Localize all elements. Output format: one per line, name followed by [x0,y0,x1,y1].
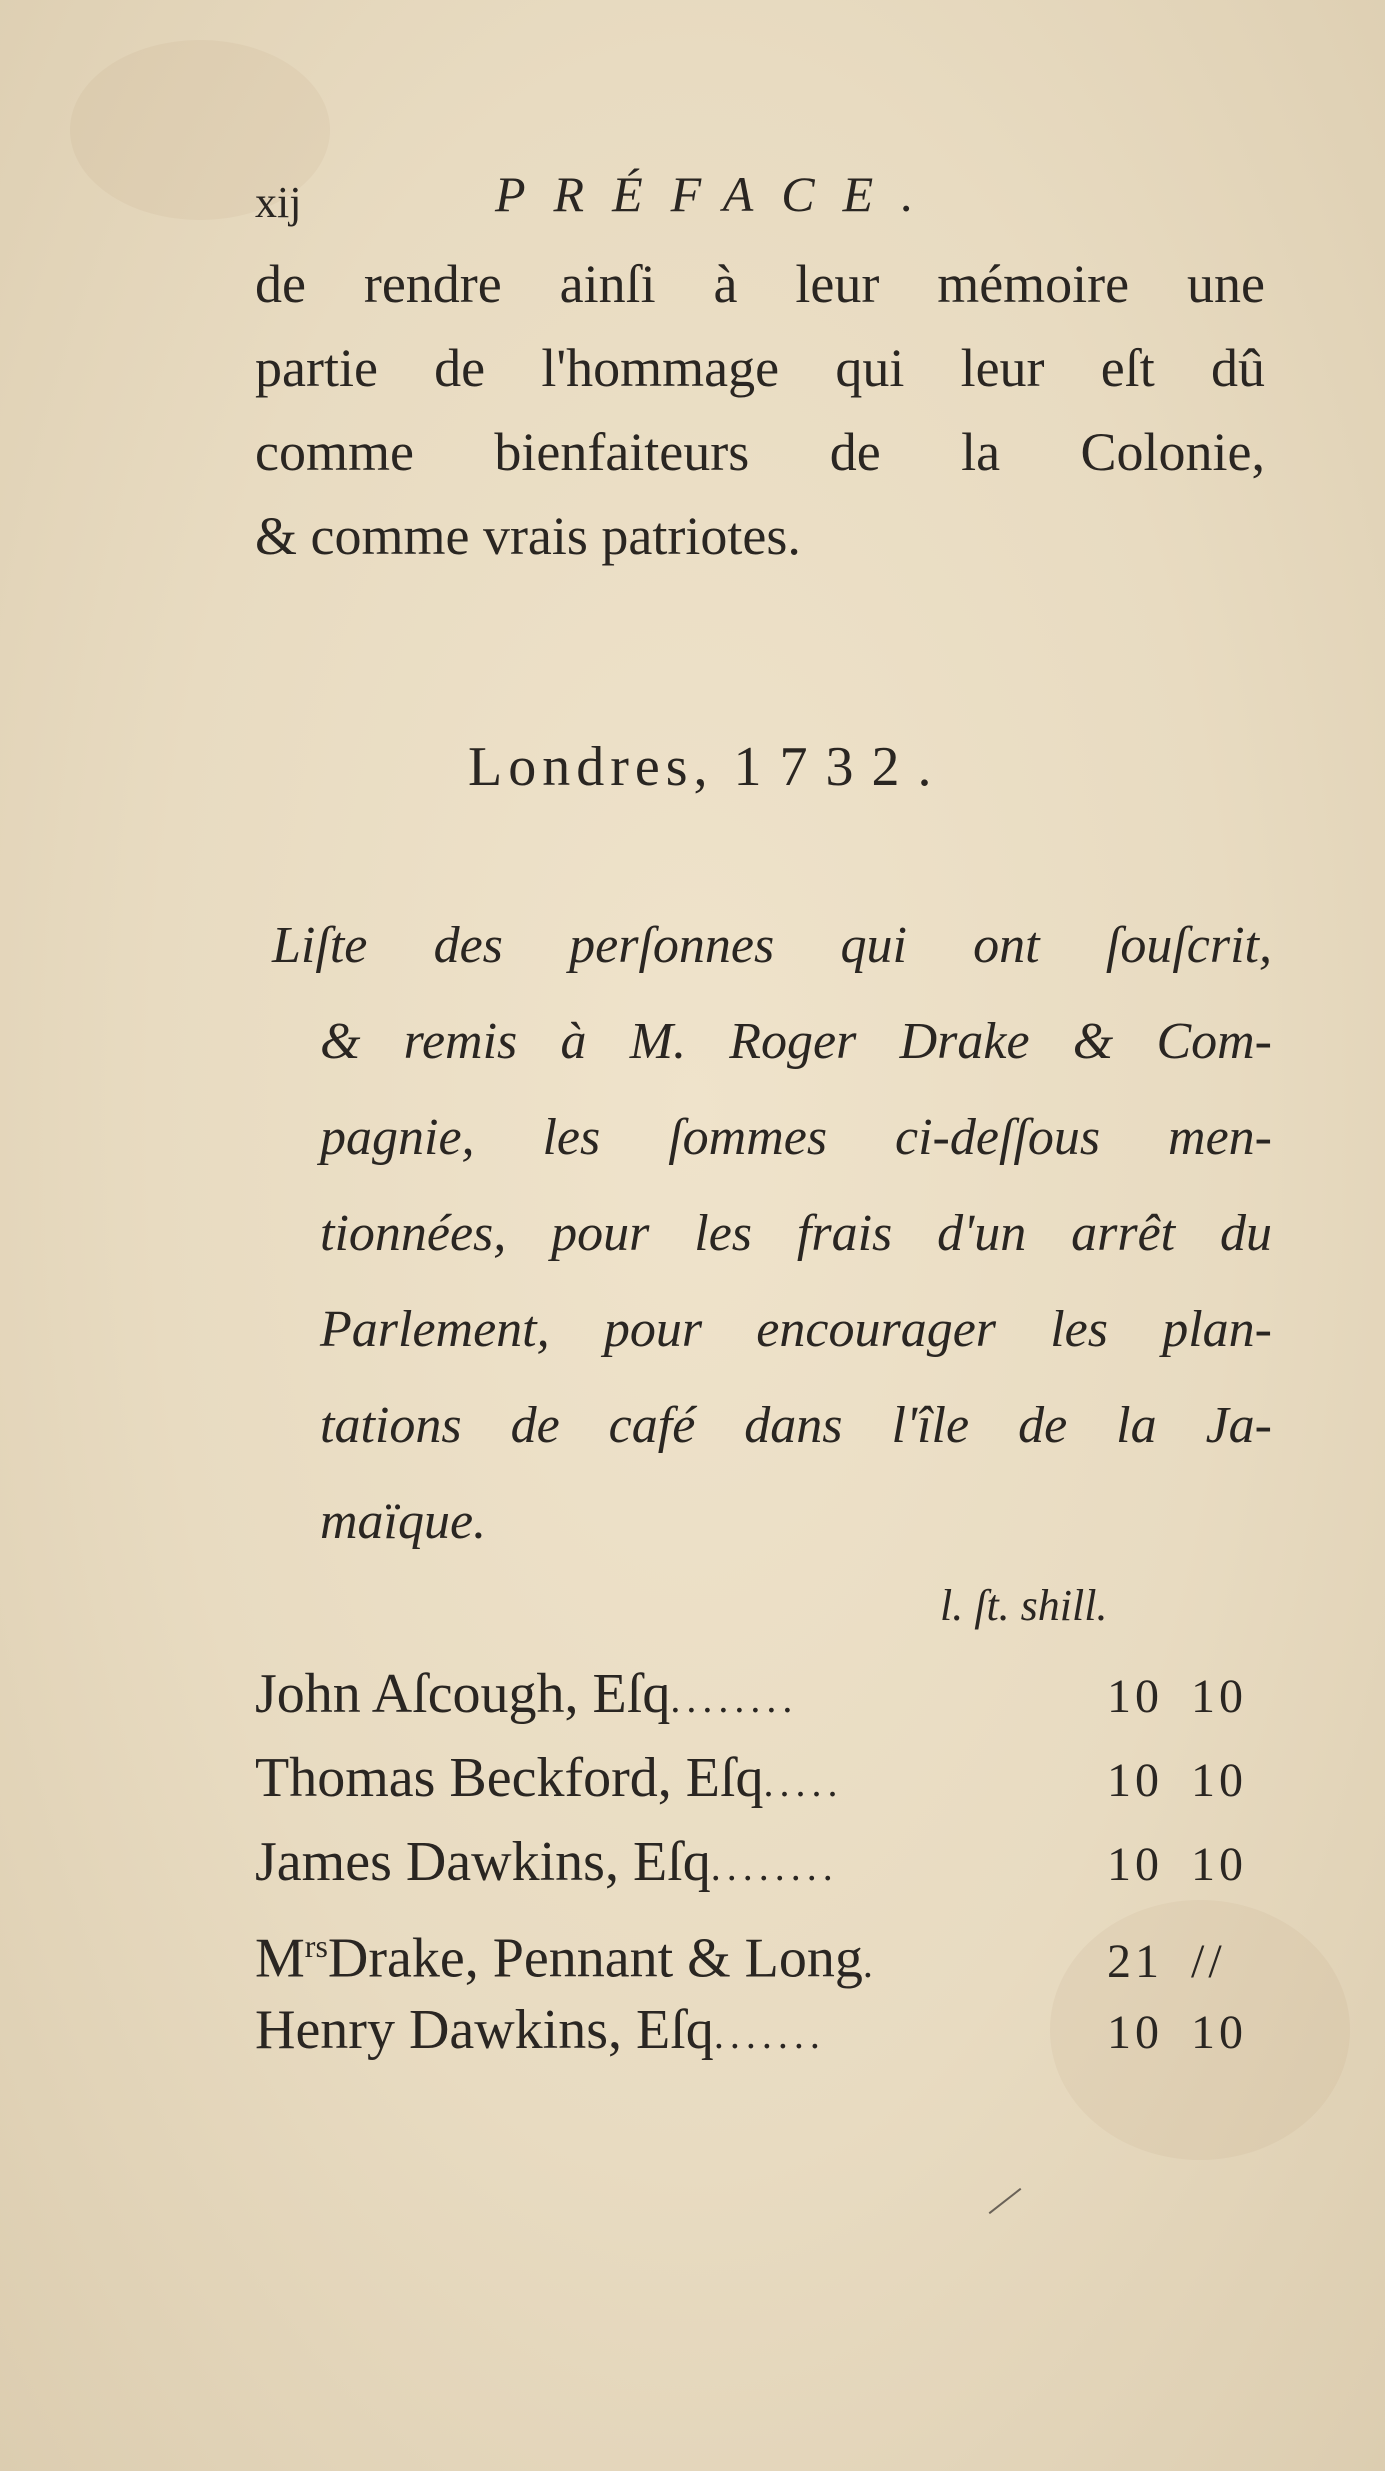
leader-dots: ........ [710,1844,839,1889]
year: 1732. [733,736,950,798]
subscriber-row [255,1736,1275,1820]
subscriber-name: Thomas Beckford, Eſq [255,1747,764,1809]
notice-line: Parlement, pour encourager les plan- [320,1301,1272,1358]
text-line: comme bienfaiteurs de la Colonie, [255,422,1265,482]
subscriber-name: James Dawkins, Eſq [255,1831,711,1893]
page-number: xij [255,178,302,227]
running-title: PRÉFACE. [495,166,942,222]
subscription-notice [272,898,1272,1570]
amount-shillings: 10 [1191,1754,1247,1807]
amount-shillings: 10 [1191,1670,1247,1723]
title-superscript: rs [304,1928,328,1964]
subscriber-name [255,1904,863,2001]
leader-dots: . [862,1940,879,1986]
notice-line: & remis à M. Roger Drake & Com- [320,1013,1272,1070]
amount-pounds: 10 [1107,1838,1163,1891]
amount-shillings: 10 [1191,2006,1247,2059]
page-header [255,165,1265,235]
pencil-mark [989,2188,1022,2214]
subscriber-row [255,1652,1275,1736]
amount-pounds: 10 [1107,2006,1163,2059]
notice-line: pagnie, les ſommes ci-deſſous men- [320,1109,1272,1166]
text-line: & comme vrais patriotes. [255,506,801,566]
subscriber-row [255,1988,1275,2072]
notice-line: Liſte des perſonnes qui ont ſouſcrit, [272,917,1272,974]
preface-paragraph [255,242,1265,578]
amount-pounds: 10 [1107,1754,1163,1807]
place-name: Londres, [468,736,714,798]
subscriber-row [255,1820,1275,1904]
amount-shillings: 10 [1191,1838,1247,1891]
title-prefix: M [255,1927,305,1990]
amount-pounds: 10 [1107,1670,1163,1723]
text-line: partie de l'hommage qui leur eſt dû [255,338,1265,398]
notice-line: tations de café dans l'île de la Ja- [320,1397,1272,1454]
subscriber-name: Henry Dawkins, Eſq [255,1999,714,2061]
amount-shillings: // [1191,1934,1226,1988]
subscriber-name: John Aſcough, Eſq [255,1663,671,1725]
leader-dots: ....... [713,2012,826,2057]
subscriber-row [255,1904,1275,1988]
notice-line: tionnées, pour les frais d'un arrêt du [320,1205,1272,1262]
currency-column-header: l. ſt. shill. [940,1581,1108,1630]
place-date-line [468,735,950,799]
amount-pounds: 21 [1107,1934,1163,1988]
subscriber-list [255,1652,1275,2072]
leader-dots: ..... [763,1760,844,1805]
firm-name: Drake, Pennant & Long [327,1927,863,1990]
notice-line: maïque. [320,1493,487,1550]
leader-dots: ........ [670,1676,799,1721]
text-line: de rendre ainſi à leur mémoire une [255,254,1265,314]
